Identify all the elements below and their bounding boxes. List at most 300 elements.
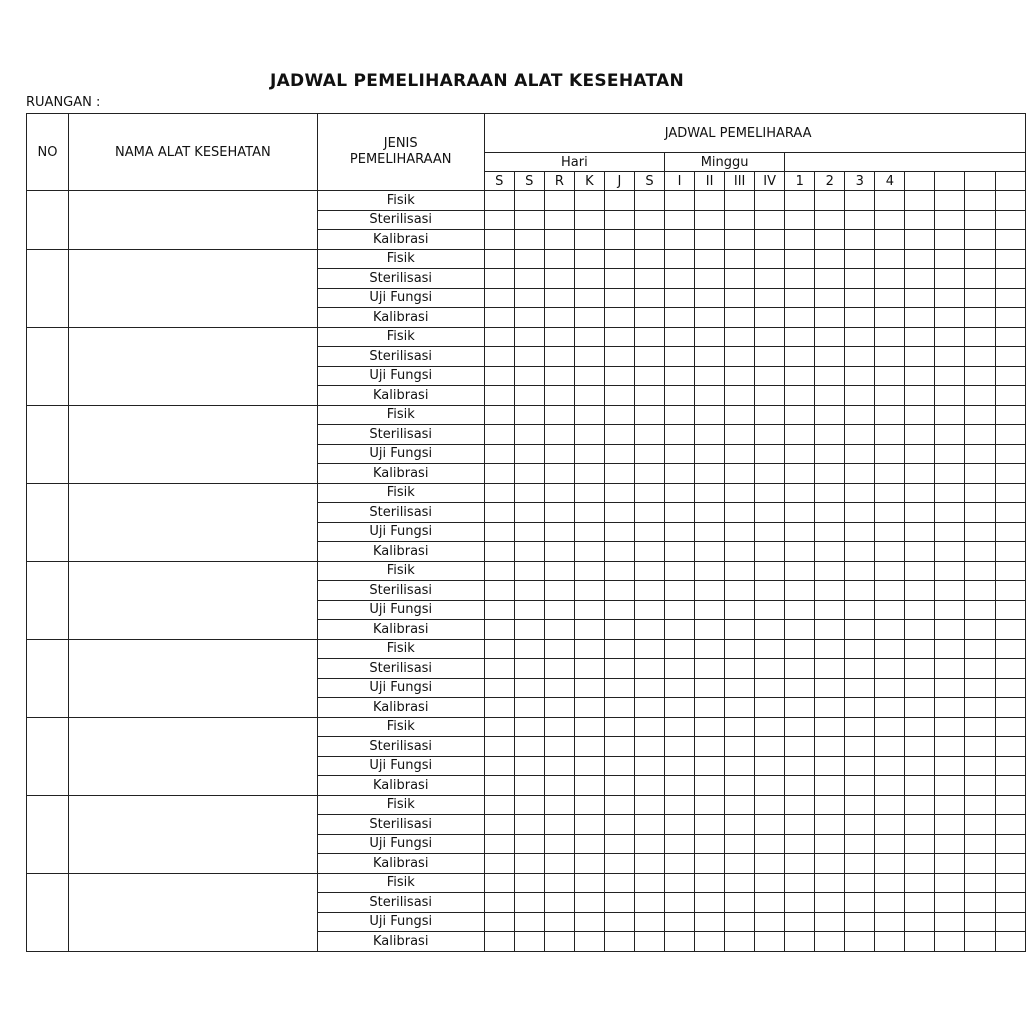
schedule-cell[interactable] xyxy=(725,639,755,659)
schedule-cell[interactable] xyxy=(965,834,995,854)
schedule-cell[interactable] xyxy=(875,659,905,679)
schedule-cell[interactable] xyxy=(665,717,695,737)
schedule-cell[interactable] xyxy=(755,542,785,562)
schedule-cell[interactable] xyxy=(484,893,514,913)
schedule-cell[interactable] xyxy=(935,425,965,445)
schedule-cell[interactable] xyxy=(514,678,544,698)
schedule-cell[interactable] xyxy=(514,893,544,913)
nama-alat-cell[interactable] xyxy=(69,795,318,873)
schedule-cell[interactable] xyxy=(815,210,845,230)
schedule-cell[interactable] xyxy=(725,756,755,776)
schedule-cell[interactable] xyxy=(604,756,634,776)
schedule-cell[interactable] xyxy=(845,327,875,347)
schedule-cell[interactable] xyxy=(514,600,544,620)
schedule-cell[interactable] xyxy=(484,366,514,386)
schedule-cell[interactable] xyxy=(905,737,935,757)
schedule-cell[interactable] xyxy=(604,308,634,328)
schedule-cell[interactable] xyxy=(875,639,905,659)
schedule-cell[interactable] xyxy=(604,776,634,796)
schedule-cell[interactable] xyxy=(935,776,965,796)
schedule-cell[interactable] xyxy=(995,386,1025,406)
schedule-cell[interactable] xyxy=(995,483,1025,503)
schedule-cell[interactable] xyxy=(815,912,845,932)
schedule-cell[interactable] xyxy=(604,405,634,425)
schedule-cell[interactable] xyxy=(544,561,574,581)
schedule-cell[interactable] xyxy=(574,834,604,854)
schedule-cell[interactable] xyxy=(695,483,725,503)
schedule-cell[interactable] xyxy=(995,542,1025,562)
no-cell[interactable] xyxy=(27,483,69,561)
schedule-cell[interactable] xyxy=(935,600,965,620)
schedule-cell[interactable] xyxy=(845,191,875,211)
schedule-cell[interactable] xyxy=(965,795,995,815)
schedule-cell[interactable] xyxy=(634,210,664,230)
schedule-cell[interactable] xyxy=(995,425,1025,445)
schedule-cell[interactable] xyxy=(484,191,514,211)
schedule-cell[interactable] xyxy=(544,327,574,347)
schedule-cell[interactable] xyxy=(875,932,905,952)
schedule-cell[interactable] xyxy=(815,854,845,874)
schedule-cell[interactable] xyxy=(755,932,785,952)
schedule-cell[interactable] xyxy=(634,756,664,776)
schedule-cell[interactable] xyxy=(935,347,965,367)
schedule-cell[interactable] xyxy=(935,249,965,269)
schedule-cell[interactable] xyxy=(785,795,815,815)
schedule-cell[interactable] xyxy=(544,639,574,659)
nama-alat-cell[interactable] xyxy=(69,249,318,327)
schedule-cell[interactable] xyxy=(484,678,514,698)
schedule-cell[interactable] xyxy=(484,873,514,893)
no-cell[interactable] xyxy=(27,795,69,873)
schedule-cell[interactable] xyxy=(965,756,995,776)
schedule-cell[interactable] xyxy=(995,776,1025,796)
schedule-cell[interactable] xyxy=(634,269,664,289)
schedule-cell[interactable] xyxy=(725,347,755,367)
schedule-cell[interactable] xyxy=(514,503,544,523)
schedule-cell[interactable] xyxy=(755,405,785,425)
schedule-cell[interactable] xyxy=(995,503,1025,523)
schedule-cell[interactable] xyxy=(514,932,544,952)
schedule-cell[interactable] xyxy=(905,288,935,308)
schedule-cell[interactable] xyxy=(544,483,574,503)
schedule-cell[interactable] xyxy=(695,932,725,952)
schedule-cell[interactable] xyxy=(574,405,604,425)
schedule-cell[interactable] xyxy=(875,425,905,445)
schedule-cell[interactable] xyxy=(845,776,875,796)
schedule-cell[interactable] xyxy=(755,815,785,835)
no-cell[interactable] xyxy=(27,327,69,405)
schedule-cell[interactable] xyxy=(995,327,1025,347)
schedule-cell[interactable] xyxy=(815,717,845,737)
schedule-cell[interactable] xyxy=(574,444,604,464)
schedule-cell[interactable] xyxy=(815,249,845,269)
schedule-cell[interactable] xyxy=(695,308,725,328)
schedule-cell[interactable] xyxy=(725,854,755,874)
schedule-cell[interactable] xyxy=(695,834,725,854)
schedule-cell[interactable] xyxy=(725,893,755,913)
schedule-cell[interactable] xyxy=(695,425,725,445)
schedule-cell[interactable] xyxy=(514,639,544,659)
schedule-cell[interactable] xyxy=(695,464,725,484)
schedule-cell[interactable] xyxy=(845,698,875,718)
schedule-cell[interactable] xyxy=(695,210,725,230)
schedule-cell[interactable] xyxy=(875,756,905,776)
schedule-cell[interactable] xyxy=(935,932,965,952)
schedule-cell[interactable] xyxy=(665,893,695,913)
schedule-cell[interactable] xyxy=(965,581,995,601)
schedule-cell[interactable] xyxy=(574,464,604,484)
schedule-cell[interactable] xyxy=(785,347,815,367)
schedule-cell[interactable] xyxy=(755,230,785,250)
schedule-cell[interactable] xyxy=(815,639,845,659)
schedule-cell[interactable] xyxy=(604,249,634,269)
schedule-cell[interactable] xyxy=(574,210,604,230)
schedule-cell[interactable] xyxy=(815,776,845,796)
schedule-cell[interactable] xyxy=(845,503,875,523)
schedule-cell[interactable] xyxy=(604,347,634,367)
schedule-cell[interactable] xyxy=(875,386,905,406)
schedule-cell[interactable] xyxy=(514,464,544,484)
schedule-cell[interactable] xyxy=(905,249,935,269)
schedule-cell[interactable] xyxy=(574,230,604,250)
schedule-cell[interactable] xyxy=(995,561,1025,581)
schedule-cell[interactable] xyxy=(875,893,905,913)
schedule-cell[interactable] xyxy=(665,444,695,464)
schedule-cell[interactable] xyxy=(665,503,695,523)
schedule-cell[interactable] xyxy=(725,698,755,718)
schedule-cell[interactable] xyxy=(695,191,725,211)
schedule-cell[interactable] xyxy=(785,659,815,679)
schedule-cell[interactable] xyxy=(574,269,604,289)
schedule-cell[interactable] xyxy=(995,815,1025,835)
schedule-cell[interactable] xyxy=(785,425,815,445)
schedule-cell[interactable] xyxy=(604,600,634,620)
schedule-cell[interactable] xyxy=(725,737,755,757)
schedule-cell[interactable] xyxy=(755,698,785,718)
schedule-cell[interactable] xyxy=(965,678,995,698)
schedule-cell[interactable] xyxy=(604,425,634,445)
schedule-cell[interactable] xyxy=(604,678,634,698)
schedule-cell[interactable] xyxy=(725,776,755,796)
schedule-cell[interactable] xyxy=(935,191,965,211)
schedule-cell[interactable] xyxy=(995,522,1025,542)
schedule-cell[interactable] xyxy=(875,522,905,542)
schedule-cell[interactable] xyxy=(935,620,965,640)
schedule-cell[interactable] xyxy=(725,912,755,932)
schedule-cell[interactable] xyxy=(695,815,725,835)
no-cell[interactable] xyxy=(27,191,69,250)
schedule-cell[interactable] xyxy=(604,444,634,464)
schedule-cell[interactable] xyxy=(574,366,604,386)
schedule-cell[interactable] xyxy=(544,795,574,815)
schedule-cell[interactable] xyxy=(634,581,664,601)
schedule-cell[interactable] xyxy=(544,522,574,542)
schedule-cell[interactable] xyxy=(634,698,664,718)
schedule-cell[interactable] xyxy=(574,522,604,542)
schedule-cell[interactable] xyxy=(634,464,664,484)
schedule-cell[interactable] xyxy=(665,581,695,601)
schedule-cell[interactable] xyxy=(665,834,695,854)
schedule-cell[interactable] xyxy=(665,620,695,640)
schedule-cell[interactable] xyxy=(905,347,935,367)
schedule-cell[interactable] xyxy=(905,659,935,679)
schedule-cell[interactable] xyxy=(755,327,785,347)
schedule-cell[interactable] xyxy=(634,639,664,659)
schedule-cell[interactable] xyxy=(905,639,935,659)
schedule-cell[interactable] xyxy=(544,932,574,952)
schedule-cell[interactable] xyxy=(845,678,875,698)
schedule-cell[interactable] xyxy=(935,659,965,679)
schedule-cell[interactable] xyxy=(965,912,995,932)
schedule-cell[interactable] xyxy=(634,717,664,737)
schedule-cell[interactable] xyxy=(755,308,785,328)
schedule-cell[interactable] xyxy=(755,600,785,620)
schedule-cell[interactable] xyxy=(875,210,905,230)
schedule-cell[interactable] xyxy=(725,230,755,250)
schedule-cell[interactable] xyxy=(935,366,965,386)
schedule-cell[interactable] xyxy=(574,854,604,874)
schedule-cell[interactable] xyxy=(544,288,574,308)
schedule-cell[interactable] xyxy=(574,600,604,620)
schedule-cell[interactable] xyxy=(695,893,725,913)
schedule-cell[interactable] xyxy=(755,659,785,679)
schedule-cell[interactable] xyxy=(995,893,1025,913)
schedule-cell[interactable] xyxy=(574,737,604,757)
schedule-cell[interactable] xyxy=(935,444,965,464)
schedule-cell[interactable] xyxy=(905,561,935,581)
schedule-cell[interactable] xyxy=(695,581,725,601)
schedule-cell[interactable] xyxy=(935,483,965,503)
schedule-cell[interactable] xyxy=(815,678,845,698)
schedule-cell[interactable] xyxy=(665,288,695,308)
schedule-cell[interactable] xyxy=(514,542,544,562)
schedule-cell[interactable] xyxy=(695,269,725,289)
schedule-cell[interactable] xyxy=(574,288,604,308)
schedule-cell[interactable] xyxy=(665,932,695,952)
schedule-cell[interactable] xyxy=(695,561,725,581)
schedule-cell[interactable] xyxy=(935,737,965,757)
schedule-cell[interactable] xyxy=(665,776,695,796)
schedule-cell[interactable] xyxy=(725,327,755,347)
schedule-cell[interactable] xyxy=(484,815,514,835)
no-cell[interactable] xyxy=(27,249,69,327)
schedule-cell[interactable] xyxy=(634,854,664,874)
schedule-cell[interactable] xyxy=(634,542,664,562)
schedule-cell[interactable] xyxy=(514,776,544,796)
schedule-cell[interactable] xyxy=(845,405,875,425)
schedule-cell[interactable] xyxy=(965,386,995,406)
schedule-cell[interactable] xyxy=(725,815,755,835)
schedule-cell[interactable] xyxy=(514,659,544,679)
schedule-cell[interactable] xyxy=(785,620,815,640)
schedule-cell[interactable] xyxy=(905,405,935,425)
schedule-cell[interactable] xyxy=(785,542,815,562)
schedule-cell[interactable] xyxy=(815,191,845,211)
schedule-cell[interactable] xyxy=(935,210,965,230)
schedule-cell[interactable] xyxy=(484,561,514,581)
schedule-cell[interactable] xyxy=(755,464,785,484)
schedule-cell[interactable] xyxy=(725,464,755,484)
schedule-cell[interactable] xyxy=(905,795,935,815)
schedule-cell[interactable] xyxy=(965,483,995,503)
schedule-cell[interactable] xyxy=(484,347,514,367)
schedule-cell[interactable] xyxy=(695,912,725,932)
schedule-cell[interactable] xyxy=(845,581,875,601)
schedule-cell[interactable] xyxy=(755,191,785,211)
schedule-cell[interactable] xyxy=(725,288,755,308)
schedule-cell[interactable] xyxy=(965,464,995,484)
schedule-cell[interactable] xyxy=(965,737,995,757)
schedule-cell[interactable] xyxy=(634,561,664,581)
schedule-cell[interactable] xyxy=(574,893,604,913)
schedule-cell[interactable] xyxy=(815,620,845,640)
schedule-cell[interactable] xyxy=(755,386,785,406)
schedule-cell[interactable] xyxy=(634,366,664,386)
schedule-cell[interactable] xyxy=(965,288,995,308)
schedule-cell[interactable] xyxy=(845,366,875,386)
schedule-cell[interactable] xyxy=(574,561,604,581)
schedule-cell[interactable] xyxy=(785,483,815,503)
schedule-cell[interactable] xyxy=(935,678,965,698)
schedule-cell[interactable] xyxy=(905,620,935,640)
schedule-cell[interactable] xyxy=(514,269,544,289)
schedule-cell[interactable] xyxy=(634,249,664,269)
schedule-cell[interactable] xyxy=(695,327,725,347)
schedule-cell[interactable] xyxy=(484,795,514,815)
schedule-cell[interactable] xyxy=(965,659,995,679)
schedule-cell[interactable] xyxy=(995,308,1025,328)
schedule-cell[interactable] xyxy=(484,639,514,659)
schedule-cell[interactable] xyxy=(544,386,574,406)
schedule-cell[interactable] xyxy=(935,854,965,874)
schedule-cell[interactable] xyxy=(905,873,935,893)
nama-alat-cell[interactable] xyxy=(69,639,318,717)
schedule-cell[interactable] xyxy=(905,776,935,796)
schedule-cell[interactable] xyxy=(995,191,1025,211)
no-cell[interactable] xyxy=(27,561,69,639)
schedule-cell[interactable] xyxy=(544,815,574,835)
schedule-cell[interactable] xyxy=(484,249,514,269)
schedule-cell[interactable] xyxy=(905,308,935,328)
schedule-cell[interactable] xyxy=(695,249,725,269)
schedule-cell[interactable] xyxy=(514,425,544,445)
schedule-cell[interactable] xyxy=(905,503,935,523)
schedule-cell[interactable] xyxy=(484,854,514,874)
schedule-cell[interactable] xyxy=(785,327,815,347)
schedule-cell[interactable] xyxy=(725,600,755,620)
schedule-cell[interactable] xyxy=(905,425,935,445)
schedule-cell[interactable] xyxy=(905,483,935,503)
schedule-cell[interactable] xyxy=(574,776,604,796)
schedule-cell[interactable] xyxy=(695,756,725,776)
schedule-cell[interactable] xyxy=(875,483,905,503)
schedule-cell[interactable] xyxy=(995,600,1025,620)
schedule-cell[interactable] xyxy=(905,522,935,542)
schedule-cell[interactable] xyxy=(815,893,845,913)
schedule-cell[interactable] xyxy=(604,834,634,854)
schedule-cell[interactable] xyxy=(785,230,815,250)
schedule-cell[interactable] xyxy=(935,698,965,718)
schedule-cell[interactable] xyxy=(905,542,935,562)
schedule-cell[interactable] xyxy=(665,308,695,328)
schedule-cell[interactable] xyxy=(665,366,695,386)
schedule-cell[interactable] xyxy=(484,932,514,952)
schedule-cell[interactable] xyxy=(935,230,965,250)
schedule-cell[interactable] xyxy=(544,366,574,386)
schedule-cell[interactable] xyxy=(965,717,995,737)
schedule-cell[interactable] xyxy=(725,210,755,230)
schedule-cell[interactable] xyxy=(665,737,695,757)
schedule-cell[interactable] xyxy=(665,386,695,406)
schedule-cell[interactable] xyxy=(815,405,845,425)
schedule-cell[interactable] xyxy=(484,542,514,562)
schedule-cell[interactable] xyxy=(634,191,664,211)
schedule-cell[interactable] xyxy=(755,425,785,445)
schedule-cell[interactable] xyxy=(875,327,905,347)
schedule-cell[interactable] xyxy=(544,834,574,854)
schedule-cell[interactable] xyxy=(604,737,634,757)
schedule-cell[interactable] xyxy=(574,698,604,718)
schedule-cell[interactable] xyxy=(785,288,815,308)
schedule-cell[interactable] xyxy=(785,893,815,913)
schedule-cell[interactable] xyxy=(695,873,725,893)
nama-alat-cell[interactable] xyxy=(69,405,318,483)
schedule-cell[interactable] xyxy=(935,756,965,776)
schedule-cell[interactable] xyxy=(665,425,695,445)
schedule-cell[interactable] xyxy=(965,815,995,835)
schedule-cell[interactable] xyxy=(665,815,695,835)
schedule-cell[interactable] xyxy=(875,249,905,269)
schedule-cell[interactable] xyxy=(815,483,845,503)
schedule-cell[interactable] xyxy=(725,620,755,640)
schedule-cell[interactable] xyxy=(634,620,664,640)
schedule-cell[interactable] xyxy=(965,698,995,718)
schedule-cell[interactable] xyxy=(935,288,965,308)
schedule-cell[interactable] xyxy=(544,347,574,367)
schedule-cell[interactable] xyxy=(484,834,514,854)
schedule-cell[interactable] xyxy=(755,620,785,640)
schedule-cell[interactable] xyxy=(815,737,845,757)
schedule-cell[interactable] xyxy=(785,717,815,737)
schedule-cell[interactable] xyxy=(544,854,574,874)
schedule-cell[interactable] xyxy=(544,444,574,464)
schedule-cell[interactable] xyxy=(574,503,604,523)
schedule-cell[interactable] xyxy=(604,815,634,835)
schedule-cell[interactable] xyxy=(815,425,845,445)
schedule-cell[interactable] xyxy=(905,756,935,776)
schedule-cell[interactable] xyxy=(665,522,695,542)
schedule-cell[interactable] xyxy=(905,600,935,620)
schedule-cell[interactable] xyxy=(995,795,1025,815)
schedule-cell[interactable] xyxy=(574,639,604,659)
schedule-cell[interactable] xyxy=(995,698,1025,718)
schedule-cell[interactable] xyxy=(905,698,935,718)
schedule-cell[interactable] xyxy=(725,483,755,503)
schedule-cell[interactable] xyxy=(785,405,815,425)
schedule-cell[interactable] xyxy=(815,542,845,562)
schedule-cell[interactable] xyxy=(785,873,815,893)
schedule-cell[interactable] xyxy=(484,620,514,640)
schedule-cell[interactable] xyxy=(785,639,815,659)
schedule-cell[interactable] xyxy=(725,366,755,386)
schedule-cell[interactable] xyxy=(965,191,995,211)
schedule-cell[interactable] xyxy=(875,308,905,328)
schedule-cell[interactable] xyxy=(845,795,875,815)
schedule-cell[interactable] xyxy=(935,522,965,542)
schedule-cell[interactable] xyxy=(965,854,995,874)
schedule-cell[interactable] xyxy=(665,678,695,698)
schedule-cell[interactable] xyxy=(785,756,815,776)
